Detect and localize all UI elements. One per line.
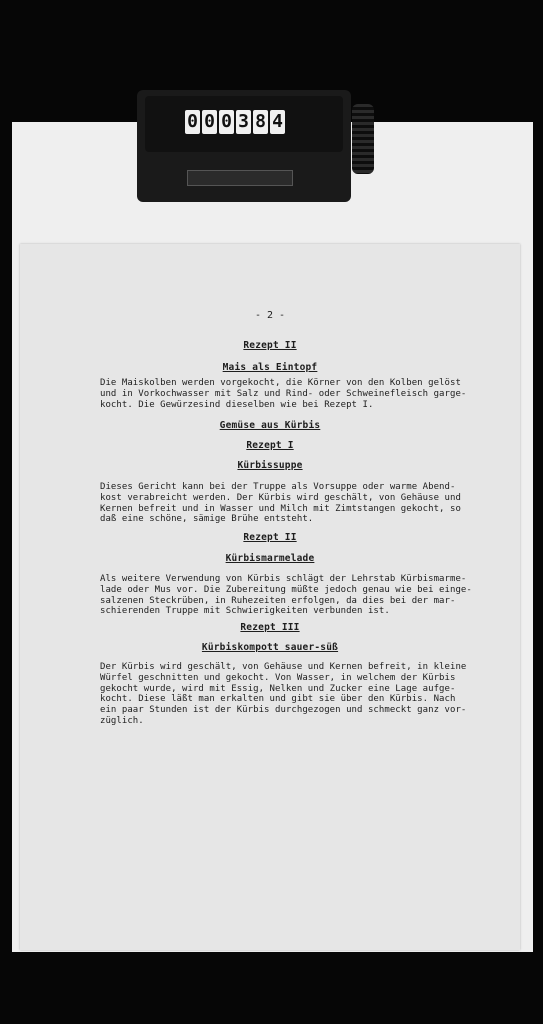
document-page	[20, 244, 520, 950]
counter-base-plate	[187, 170, 293, 186]
counter-digit: 4	[270, 110, 285, 134]
paragraph-kuerbissuppe: Dieses Gericht kann bei der Truppe als Vorsuppe oder warme Abend- kost verabreicht werden. Der Kürbis wird geschält, von Gehäuse und Kernen befreit und in Wasser und Milch mit Zimtstangen gekocht, so daß eine schöne, sämige Brühe entsteht.	[100, 482, 461, 525]
frame-counter-device	[137, 90, 351, 202]
counter-digit: 0	[185, 110, 200, 134]
heading-rezept-ii: Rezept II	[243, 532, 297, 543]
heading-kuerbismarmelade: Kürbismarmelade	[225, 553, 315, 564]
counter-housing	[145, 96, 343, 152]
heading-rezept-i: Rezept I	[246, 440, 294, 451]
counter-knob	[352, 104, 374, 174]
heading-gemuese-kuerbis: Gemüse aus Kürbis	[219, 420, 321, 431]
page-number: - 2 -	[254, 310, 286, 321]
paragraph-marmelade: Als weitere Verwendung von Kürbis schlägt der Lehrstab Kürbismarme- lade oder Mus vor. Die Zubereitung müßte jedoch genau wie bei einge- salzenen Steckrüben, in Ruhezeiten erfolgen, da dies bei der mar- schierenden Truppe mit Schwierigkeiten verbunden ist.	[100, 574, 472, 617]
counter-digit-window	[185, 110, 285, 136]
heading-kuerbissuppe: Kürbissuppe	[237, 460, 303, 471]
paragraph-kompott: Der Kürbis wird geschält, von Gehäuse und Kernen befreit, in kleine Würfel geschnitten und gekocht. Von Wasser, in welchem der Kürbis gekocht wurde, wird mit Essig, Nelken und Zucker eine Lage aufge- kocht. Diese läßt man erkalten und gibt sie über den Kürbis. Nach ein paar Stunden ist der Kürbis durchgezogen und schmeckt ganz vor- züglich.	[100, 662, 467, 726]
heading-rezept-iii: Rezept III	[240, 622, 300, 633]
counter-digit: 0	[219, 110, 234, 134]
heading-kuerbiskompott: Kürbiskompott sauer-süß	[201, 642, 339, 653]
heading-mais-eintopf: Mais als Eintopf	[222, 362, 318, 373]
counter-digit: 3	[236, 110, 251, 134]
heading-rezept-ii: Rezept II	[243, 340, 297, 351]
typed-document	[20, 244, 520, 950]
paragraph-mais: Die Maiskolben werden vorgekocht, die Körner von den Kolben gelöst und in Vorkochwasser mit Salz und Rind- oder Schweinefleisch garge- kocht. Die Gewürzesind dieselben wie bei Rezept I.	[100, 378, 467, 410]
counter-digit: 8	[253, 110, 268, 134]
counter-digit: 0	[202, 110, 217, 134]
